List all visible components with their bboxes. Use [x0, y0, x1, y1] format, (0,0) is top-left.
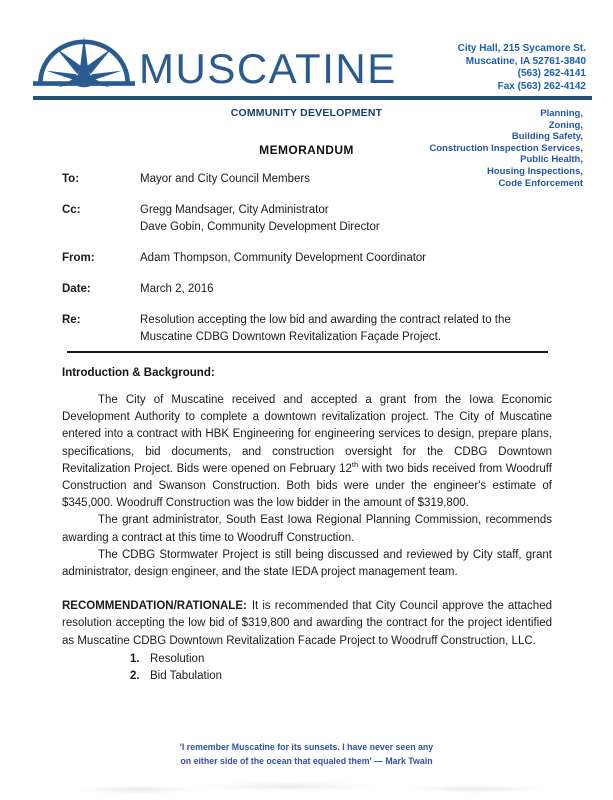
- service-item: Public Health,: [520, 154, 583, 166]
- attachment-number: 1.: [130, 652, 140, 665]
- memo-field-row: [62, 281, 554, 298]
- body-paragraph: [62, 547, 552, 581]
- memo-field-value: [140, 171, 554, 188]
- memo-field-value-line: Gregg Mandsager, City Administrator: [140, 204, 329, 216]
- header-divider-rule: [33, 96, 592, 100]
- paragraph-text: The CDBG Stormwater Project is still being discussed and reviewed by City staff, grant administrator, design engineer, and the state IEDA project management team.: [62, 548, 552, 579]
- attachment-item: [130, 668, 552, 685]
- paragraph-lead: RECOMMENDATION/RATIONALE:: [62, 600, 247, 613]
- address-line: (563) 262-4141: [517, 68, 586, 80]
- memo-fields: [62, 171, 554, 360]
- memo-field-label: Date:: [62, 283, 91, 295]
- memo-field-row: [62, 312, 554, 346]
- memo-field-value-line: Resolution accepting the low bid and awarding the contract related to the: [140, 314, 511, 326]
- memo-field-label: From:: [62, 252, 95, 264]
- body-paragraphs: [62, 392, 552, 685]
- quote-line: on either side of the ocean that equaled them' — Mark Twain: [180, 756, 433, 766]
- paragraph-text: The grant administrator, South East Iowa Regional Planning Commission, recommends awarding a contract at this time to Woodruff Construction.: [62, 514, 552, 544]
- memo-field-label: Cc:: [62, 204, 81, 216]
- section-heading: Introduction & Background:: [62, 367, 215, 379]
- memo-field-value-line: Mayor and City Council Members: [140, 173, 311, 185]
- footer-quote: [0, 740, 613, 768]
- memo-field-label: To:: [62, 173, 80, 185]
- city-wordmark: MUSCATINE: [139, 45, 397, 92]
- address-line: City Hall, 215 Sycamore St.: [457, 43, 586, 54]
- sunrise-compass-icon: [33, 36, 135, 94]
- quote-line: 'I remember Muscatine for its sunsets. I have never seen any: [179, 742, 434, 752]
- paragraph-text: with two bids received from Woodruff Construction and Swanson Construction. Both bids were under the engineer's estimate of $345,000. Woodruff Construction was the low bidder in the amount of $319,800.: [62, 462, 552, 510]
- body-paragraph: [62, 598, 552, 650]
- service-item: Housing Inspections,: [486, 165, 583, 177]
- memo-field-value: [140, 202, 554, 236]
- address-line: Muscatine, IA 52761-3840: [465, 55, 586, 67]
- memo-field-row: [62, 171, 554, 188]
- paragraph-text: It is recommended that City Council approve the attached resolution accepting the low bid of $319,800 and awarding the contract for the project identified as Muscatine CDBG Downtown Revitalization Facade Project to Woodruff Construction, LLC.: [62, 600, 552, 647]
- address-block: [458, 43, 586, 93]
- address-line: Fax (563) 262-4142: [497, 80, 586, 92]
- memo-field-value: [140, 312, 554, 346]
- memo-field-value-line: March 2, 2016: [140, 283, 214, 295]
- service-item: Building Safety,: [511, 131, 583, 143]
- memo-field-label: Re:: [62, 314, 81, 326]
- memo-field-value: [140, 281, 554, 298]
- service-item: Code Enforcement: [498, 177, 583, 189]
- paragraph-text: The City of Muscatine received and accepted a grant from the Iowa Economic Development Authority to complete a downtown revitalization project. The City of Muscatine entered into a contract with HBK Engineering for engineering services to design, prepare plans, specifications, bid documents, and construction oversight for the CDBG Downtown Revitalization Project. Bids were opened on February 12: [62, 394, 552, 475]
- attachment-item: [130, 651, 552, 668]
- memo-field-value-line: Dave Gobin, Community Development Director: [140, 221, 380, 233]
- memo-field-value: [140, 250, 554, 267]
- service-item: Planning,: [540, 108, 583, 119]
- section-divider-rule: [67, 351, 548, 353]
- memo-field-value-line: Muscatine CDBG Downtown Revitalization Façade Project.: [140, 331, 442, 343]
- scan-artifact: [40, 780, 583, 796]
- paragraph-text: th: [351, 459, 359, 469]
- attachment-number: 2.: [130, 670, 140, 683]
- memo-title: MEMORANDUM: [259, 143, 354, 157]
- paragraphs-container: [62, 392, 552, 650]
- attachment-list: [62, 651, 552, 685]
- memo-field-value-line: Adam Thompson, Community Development Coordinator: [140, 252, 427, 264]
- body-paragraph: [62, 392, 552, 512]
- memo-field-row: [62, 202, 554, 236]
- memo-field-row: [62, 250, 554, 267]
- body-paragraph: [62, 512, 552, 546]
- attachment-text: Bid Tabulation: [150, 670, 223, 683]
- service-item: Construction Inspection Services,: [429, 142, 583, 154]
- department-title: COMMUNITY DEVELOPMENT: [230, 107, 383, 119]
- attachment-text: Resolution: [150, 652, 205, 665]
- service-item: Zoning,: [548, 119, 583, 131]
